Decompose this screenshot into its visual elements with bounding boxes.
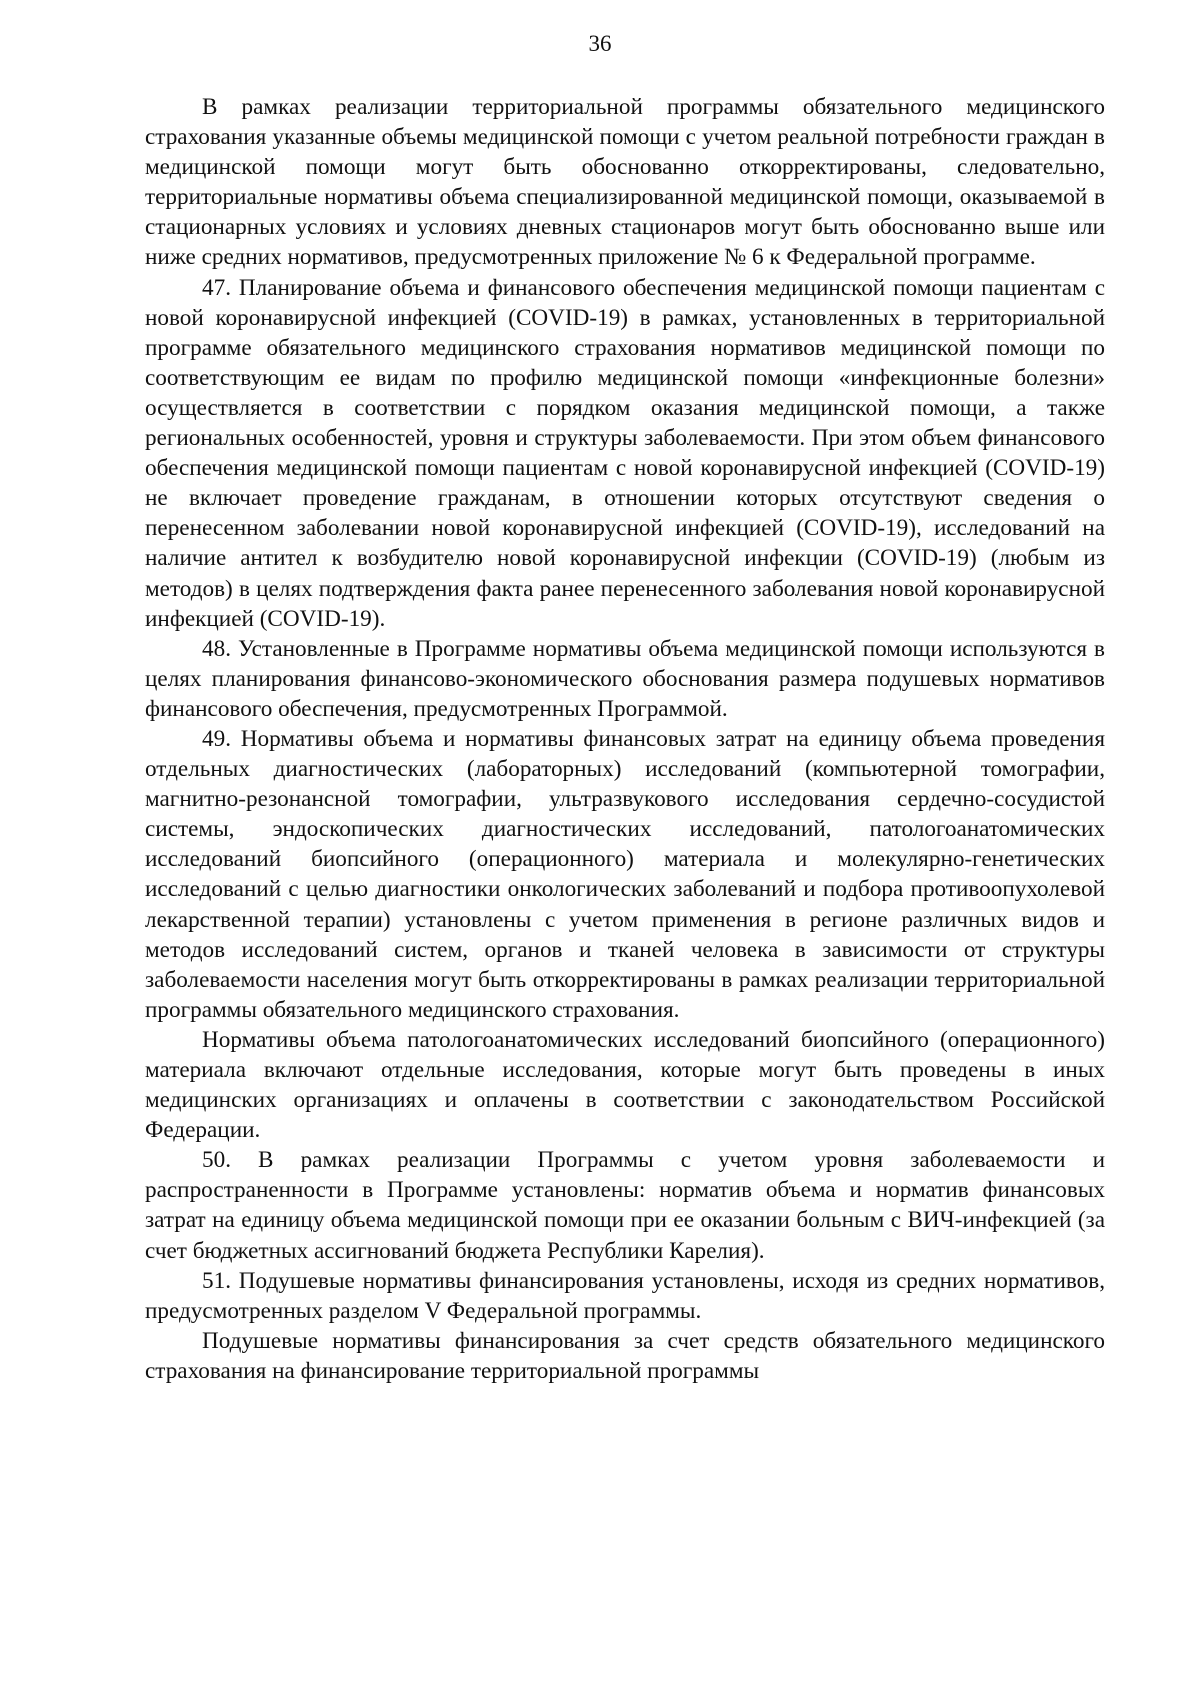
paragraph-pathology-norms: Нормативы объема патологоанатомических исследований биопсийного (операционного) материала включают отдельные исследования, которые могут быть проведены в иных медицинских организациях и оплачены в соответствии с законодательством Российской Федерации. xyxy=(145,1026,1105,1144)
document-body xyxy=(145,92,1105,1386)
page-number: 36 xyxy=(588,31,612,56)
paragraph-48-volume-norms: 48. Установленные в Программе нормативы объема медицинской помощи используются в целях планирования финансово-экономического обоснования размера подушевых нормативов финансового обеспечения, предусмотренных Программой. xyxy=(145,635,1105,722)
paragraph-47-covid-planning: 47. Планирование объема и финансового обеспечения медицинской помощи пациентам с новой коронавирусной инфекцией (COVID-19) в рамках, установленных в территориальной программе обязательного медицинского страхования нормативов медицинской помощи по соответствующим ее видам по профилю медицинской помощи «инфекционные болезни» осуществляется в соответствии с порядком оказания медицинской помощи, а также региональных особенностей, уровня и структуры заболеваемости. При этом объем финансового обеспечения медицинской помощи пациентам с новой коронавирусной инфекцией (COVID-19) не включает проведение гражданам, в отношении которых отсутствуют сведения о перенесенном заболевании новой коронавирусной инфекцией (COVID-19), исследований на наличие антител к возбудителю новой коронавирусной инфекции (COVID-19) (любым из методов) в целях подтверждения факта ранее перенесенного заболевания новой коронавирусной инфекцией (COVID-19). xyxy=(145,274,1105,632)
paragraph-51-per-capita-norms: 51. Подушевые нормативы финансирования установлены, исходя из средних нормативов, предусмотренных разделом V Федеральной программы. xyxy=(145,1267,1105,1324)
paragraph-50-hiv-norms: 50. В рамках реализации Программы с учетом уровня заболеваемости и распространенности в Программе установлены: норматив объема и норматив финансовых затрат на единицу объема медицинской помощи при ее оказании больным с ВИЧ-инфекцией (за счет бюджетных ассигнований бюджета Республики Карелия). xyxy=(145,1147,1105,1264)
paragraph-territorial-volumes: В рамках реализации территориальной программы обязательного медицинского страхования указанные объемы медицинской помощи с учетом реальной потребности граждан в медицинской помощи могут быть обоснованно откорректированы, следовательно, территориальные нормативы объема специализированной медицинской помощи, оказываемой в стационарных условиях и условиях дневных стационаров могут быть обоснованно выше или ниже средних нормативов, предусмотренных приложение № 6 к Федеральной программе. xyxy=(145,94,1105,271)
paragraph-per-capita-insurance: Подушевые нормативы финансирования за счет средств обязательного медицинского страхования на финансирование территориальной программы xyxy=(145,1327,1105,1384)
paragraph-49-diagnostic-norms: 49. Нормативы объема и нормативы финансовых затрат на единицу объема проведения отдельных диагностических (лабораторных) исследований (компьютерной томографии, магнитно-резонансной томографии, ультразвукового исследования сердечно-сосудистой системы, эндоскопических диагностических исследований, патологоанатомических исследований биопсийного (операционного) материала и молекулярно-генетических исследований с целью диагностики онкологических заболеваний и подбора противоопухолевой лекарственной терапии) установлены с учетом применения в регионе различных видов и методов исследований систем, органов и тканей человека в зависимости от структуры заболеваемости населения могут быть откорректированы в рамках реализации территориальной программы обязательного медицинского страхования. xyxy=(145,725,1105,1023)
